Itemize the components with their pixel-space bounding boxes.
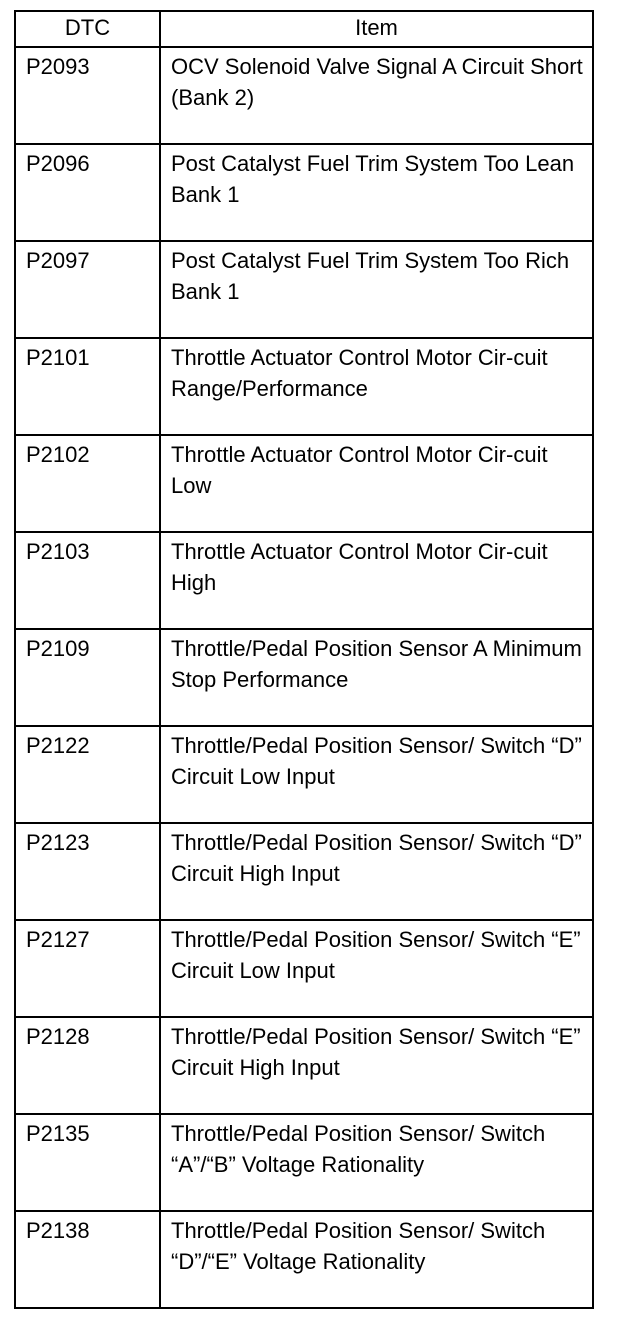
dtc-code-cell: P2103 (15, 532, 160, 629)
dtc-code-cell: P2093 (15, 47, 160, 144)
table-row (15, 726, 593, 823)
table-row (15, 823, 593, 920)
table-row (15, 532, 593, 629)
table-row (15, 1211, 593, 1308)
dtc-code-cell: P2097 (15, 241, 160, 338)
dtc-table (14, 10, 594, 1309)
table-row (15, 920, 593, 1017)
item-description-cell: Throttle/Pedal Position Sensor/ Switch “E” Circuit Low Input (160, 920, 593, 1017)
table-row (15, 435, 593, 532)
dtc-code-cell: P2109 (15, 629, 160, 726)
dtc-code-cell: P2122 (15, 726, 160, 823)
item-description-cell: Throttle/Pedal Position Sensor/ Switch “A”/“B” Voltage Rationality (160, 1114, 593, 1211)
item-description-cell: Throttle/Pedal Position Sensor A Minimum Stop Performance (160, 629, 593, 726)
item-description-cell: Post Catalyst Fuel Trim System Too Lean Bank 1 (160, 144, 593, 241)
dtc-code-cell: P2127 (15, 920, 160, 1017)
item-description-cell: Throttle Actuator Control Motor Cir-cuit Low (160, 435, 593, 532)
column-header-dtc: DTC (15, 11, 160, 47)
dtc-code-cell: P2102 (15, 435, 160, 532)
table-row (15, 241, 593, 338)
item-description-cell: Throttle/Pedal Position Sensor/ Switch “E” Circuit High Input (160, 1017, 593, 1114)
item-description-cell: Post Catalyst Fuel Trim System Too Rich Bank 1 (160, 241, 593, 338)
item-description-cell: Throttle Actuator Control Motor Cir-cuit High (160, 532, 593, 629)
item-description-cell: OCV Solenoid Valve Signal A Circuit Short (Bank 2) (160, 47, 593, 144)
item-description-cell: Throttle/Pedal Position Sensor/ Switch “D” Circuit Low Input (160, 726, 593, 823)
column-header-item: Item (160, 11, 593, 47)
dtc-code-cell: P2138 (15, 1211, 160, 1308)
dtc-code-cell: P2101 (15, 338, 160, 435)
table-row (15, 1114, 593, 1211)
dtc-code-cell: P2128 (15, 1017, 160, 1114)
item-description-cell: Throttle/Pedal Position Sensor/ Switch “D” Circuit High Input (160, 823, 593, 920)
dtc-code-cell: P2123 (15, 823, 160, 920)
table-row (15, 47, 593, 144)
item-description-cell: Throttle Actuator Control Motor Cir-cuit Range/Performance (160, 338, 593, 435)
table-row (15, 338, 593, 435)
table-row (15, 1017, 593, 1114)
item-description-cell: Throttle/Pedal Position Sensor/ Switch “D”/“E” Voltage Rationality (160, 1211, 593, 1308)
table-row (15, 629, 593, 726)
table-row (15, 144, 593, 241)
dtc-code-cell: P2135 (15, 1114, 160, 1211)
table-header-row (15, 11, 593, 47)
dtc-code-cell: P2096 (15, 144, 160, 241)
